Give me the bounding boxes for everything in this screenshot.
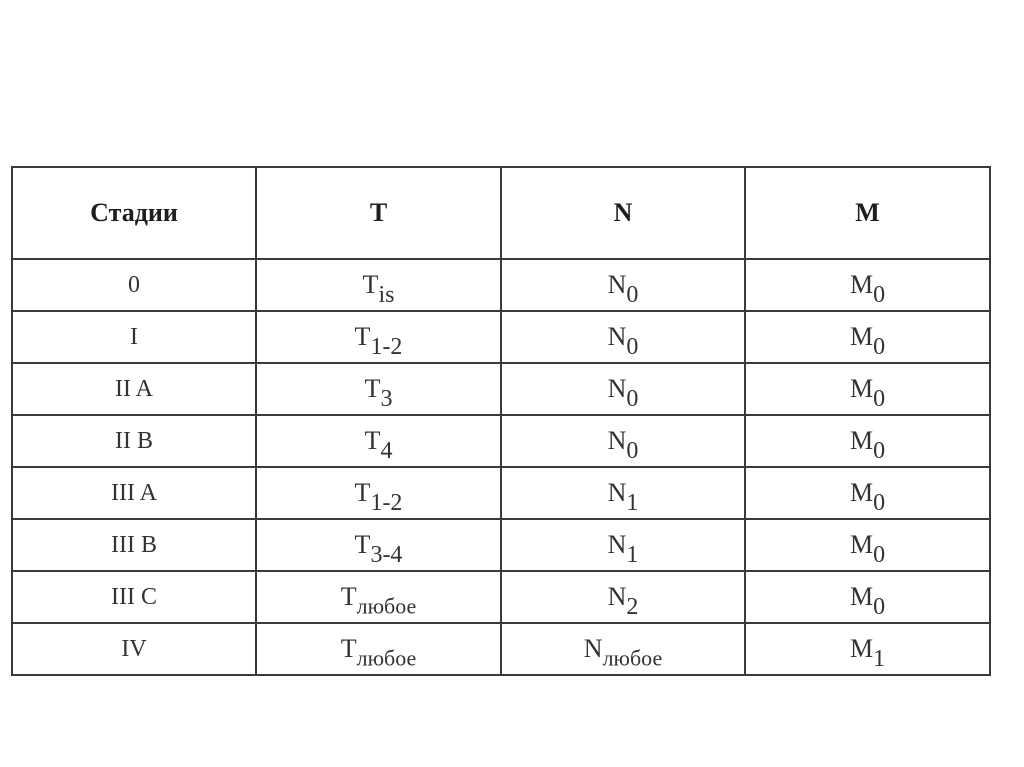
m-symbol-subscript: 0 <box>873 438 886 465</box>
m-symbol-base: M <box>849 426 874 455</box>
stage-cell: IV <box>12 623 256 675</box>
m-symbol-base: M <box>849 530 874 559</box>
stage-cell: I <box>12 311 256 363</box>
t-symbol-subscript: 4 <box>380 438 393 465</box>
n-symbol <box>607 426 639 465</box>
m-cell <box>745 571 990 623</box>
n-symbol <box>607 478 639 517</box>
m-symbol-base: M <box>849 374 874 403</box>
t-symbol <box>354 478 403 517</box>
table-row <box>12 519 990 571</box>
n-symbol-subscript: 0 <box>626 282 639 309</box>
m-symbol-subscript: 0 <box>873 490 886 517</box>
t-symbol-subscript: любое <box>356 645 417 671</box>
n-symbol-base: N <box>607 270 627 299</box>
m-symbol-base: M <box>849 322 874 351</box>
n-symbol-subscript: 1 <box>626 542 639 569</box>
n-symbol-base: N <box>607 582 627 611</box>
t-cell <box>256 623 501 675</box>
t-symbol <box>354 530 403 569</box>
m-cell <box>745 467 990 519</box>
t-cell <box>256 363 501 415</box>
t-cell <box>256 467 501 519</box>
m-symbol <box>849 478 886 517</box>
table-body <box>12 259 990 675</box>
n-symbol-subscript: 0 <box>626 438 639 465</box>
n-cell <box>501 259 745 311</box>
t-symbol-base: T <box>362 270 379 299</box>
t-cell <box>256 311 501 363</box>
header-stage: Стадии <box>12 167 256 259</box>
stage-cell: III C <box>12 571 256 623</box>
t-symbol-subscript: любое <box>356 593 417 619</box>
n-cell <box>501 519 745 571</box>
t-cell <box>256 571 501 623</box>
n-symbol <box>607 582 639 621</box>
m-symbol <box>849 530 886 569</box>
t-symbol-base: T <box>340 634 357 663</box>
m-cell <box>745 311 990 363</box>
t-symbol-subscript: is <box>378 282 395 309</box>
m-cell <box>745 623 990 675</box>
n-cell <box>501 415 745 467</box>
t-symbol <box>354 322 403 361</box>
t-symbol-base: T <box>364 426 381 455</box>
t-symbol-subscript: 3 <box>380 386 393 413</box>
m-symbol-subscript: 0 <box>873 386 886 413</box>
m-symbol <box>849 322 886 361</box>
t-symbol-base: T <box>354 530 371 559</box>
n-symbol-base: N <box>607 478 627 507</box>
m-symbol <box>849 426 886 465</box>
m-symbol-subscript: 0 <box>873 334 886 361</box>
m-symbol <box>849 582 886 621</box>
n-symbol <box>607 374 639 413</box>
m-symbol-base: M <box>849 582 874 611</box>
stage-table <box>11 166 991 676</box>
table-row <box>12 259 990 311</box>
t-symbol <box>340 634 417 671</box>
n-symbol-subscript: 0 <box>626 386 639 413</box>
stage-cell: II B <box>12 415 256 467</box>
table-row <box>12 415 990 467</box>
n-symbol-base: N <box>607 322 627 351</box>
n-symbol <box>607 530 639 569</box>
m-symbol-subscript: 0 <box>873 542 886 569</box>
table-row <box>12 467 990 519</box>
m-symbol-subscript: 0 <box>873 282 886 309</box>
t-cell <box>256 415 501 467</box>
header-n: N <box>501 167 745 259</box>
n-cell <box>501 311 745 363</box>
header-t: T <box>256 167 501 259</box>
t-symbol <box>364 374 393 413</box>
n-symbol-subscript: любое <box>602 645 663 671</box>
m-cell <box>745 363 990 415</box>
stage-cell: III B <box>12 519 256 571</box>
t-symbol <box>364 426 393 465</box>
header-row <box>12 167 990 259</box>
n-symbol-base: N <box>607 374 627 403</box>
n-symbol-subscript: 2 <box>626 594 639 621</box>
t-symbol-base: T <box>354 322 371 351</box>
m-symbol-base: M <box>849 270 874 299</box>
n-cell <box>501 363 745 415</box>
m-symbol <box>849 270 886 309</box>
n-cell <box>501 623 745 675</box>
t-cell <box>256 259 501 311</box>
m-cell <box>745 519 990 571</box>
n-symbol-base: N <box>583 634 603 663</box>
n-symbol <box>583 634 663 671</box>
table-row <box>12 363 990 415</box>
n-symbol-base: N <box>607 426 627 455</box>
stage-cell: II A <box>12 363 256 415</box>
m-symbol <box>849 374 886 413</box>
n-cell <box>501 571 745 623</box>
m-symbol-base: M <box>849 634 874 663</box>
m-symbol-base: M <box>849 478 874 507</box>
stage-cell: 0 <box>12 259 256 311</box>
table-row <box>12 311 990 363</box>
t-symbol-subscript: 1-2 <box>370 334 403 361</box>
n-symbol <box>607 270 639 309</box>
n-cell <box>501 467 745 519</box>
m-symbol <box>849 634 886 673</box>
table-row <box>12 623 990 675</box>
t-symbol-base: T <box>340 582 357 611</box>
t-symbol-subscript: 1-2 <box>370 490 403 517</box>
m-cell <box>745 259 990 311</box>
m-symbol-subscript: 0 <box>873 594 886 621</box>
t-cell <box>256 519 501 571</box>
n-symbol-subscript: 1 <box>626 490 639 517</box>
stage-cell: III A <box>12 467 256 519</box>
t-symbol-base: T <box>354 478 371 507</box>
t-symbol <box>340 582 417 619</box>
table-row <box>12 571 990 623</box>
m-symbol-subscript: 1 <box>873 646 886 673</box>
n-symbol-subscript: 0 <box>626 334 639 361</box>
t-symbol <box>362 270 395 309</box>
n-symbol <box>607 322 639 361</box>
t-symbol-subscript: 3-4 <box>370 542 403 569</box>
n-symbol-base: N <box>607 530 627 559</box>
t-symbol-base: T <box>364 374 381 403</box>
header-m: M <box>745 167 990 259</box>
m-cell <box>745 415 990 467</box>
